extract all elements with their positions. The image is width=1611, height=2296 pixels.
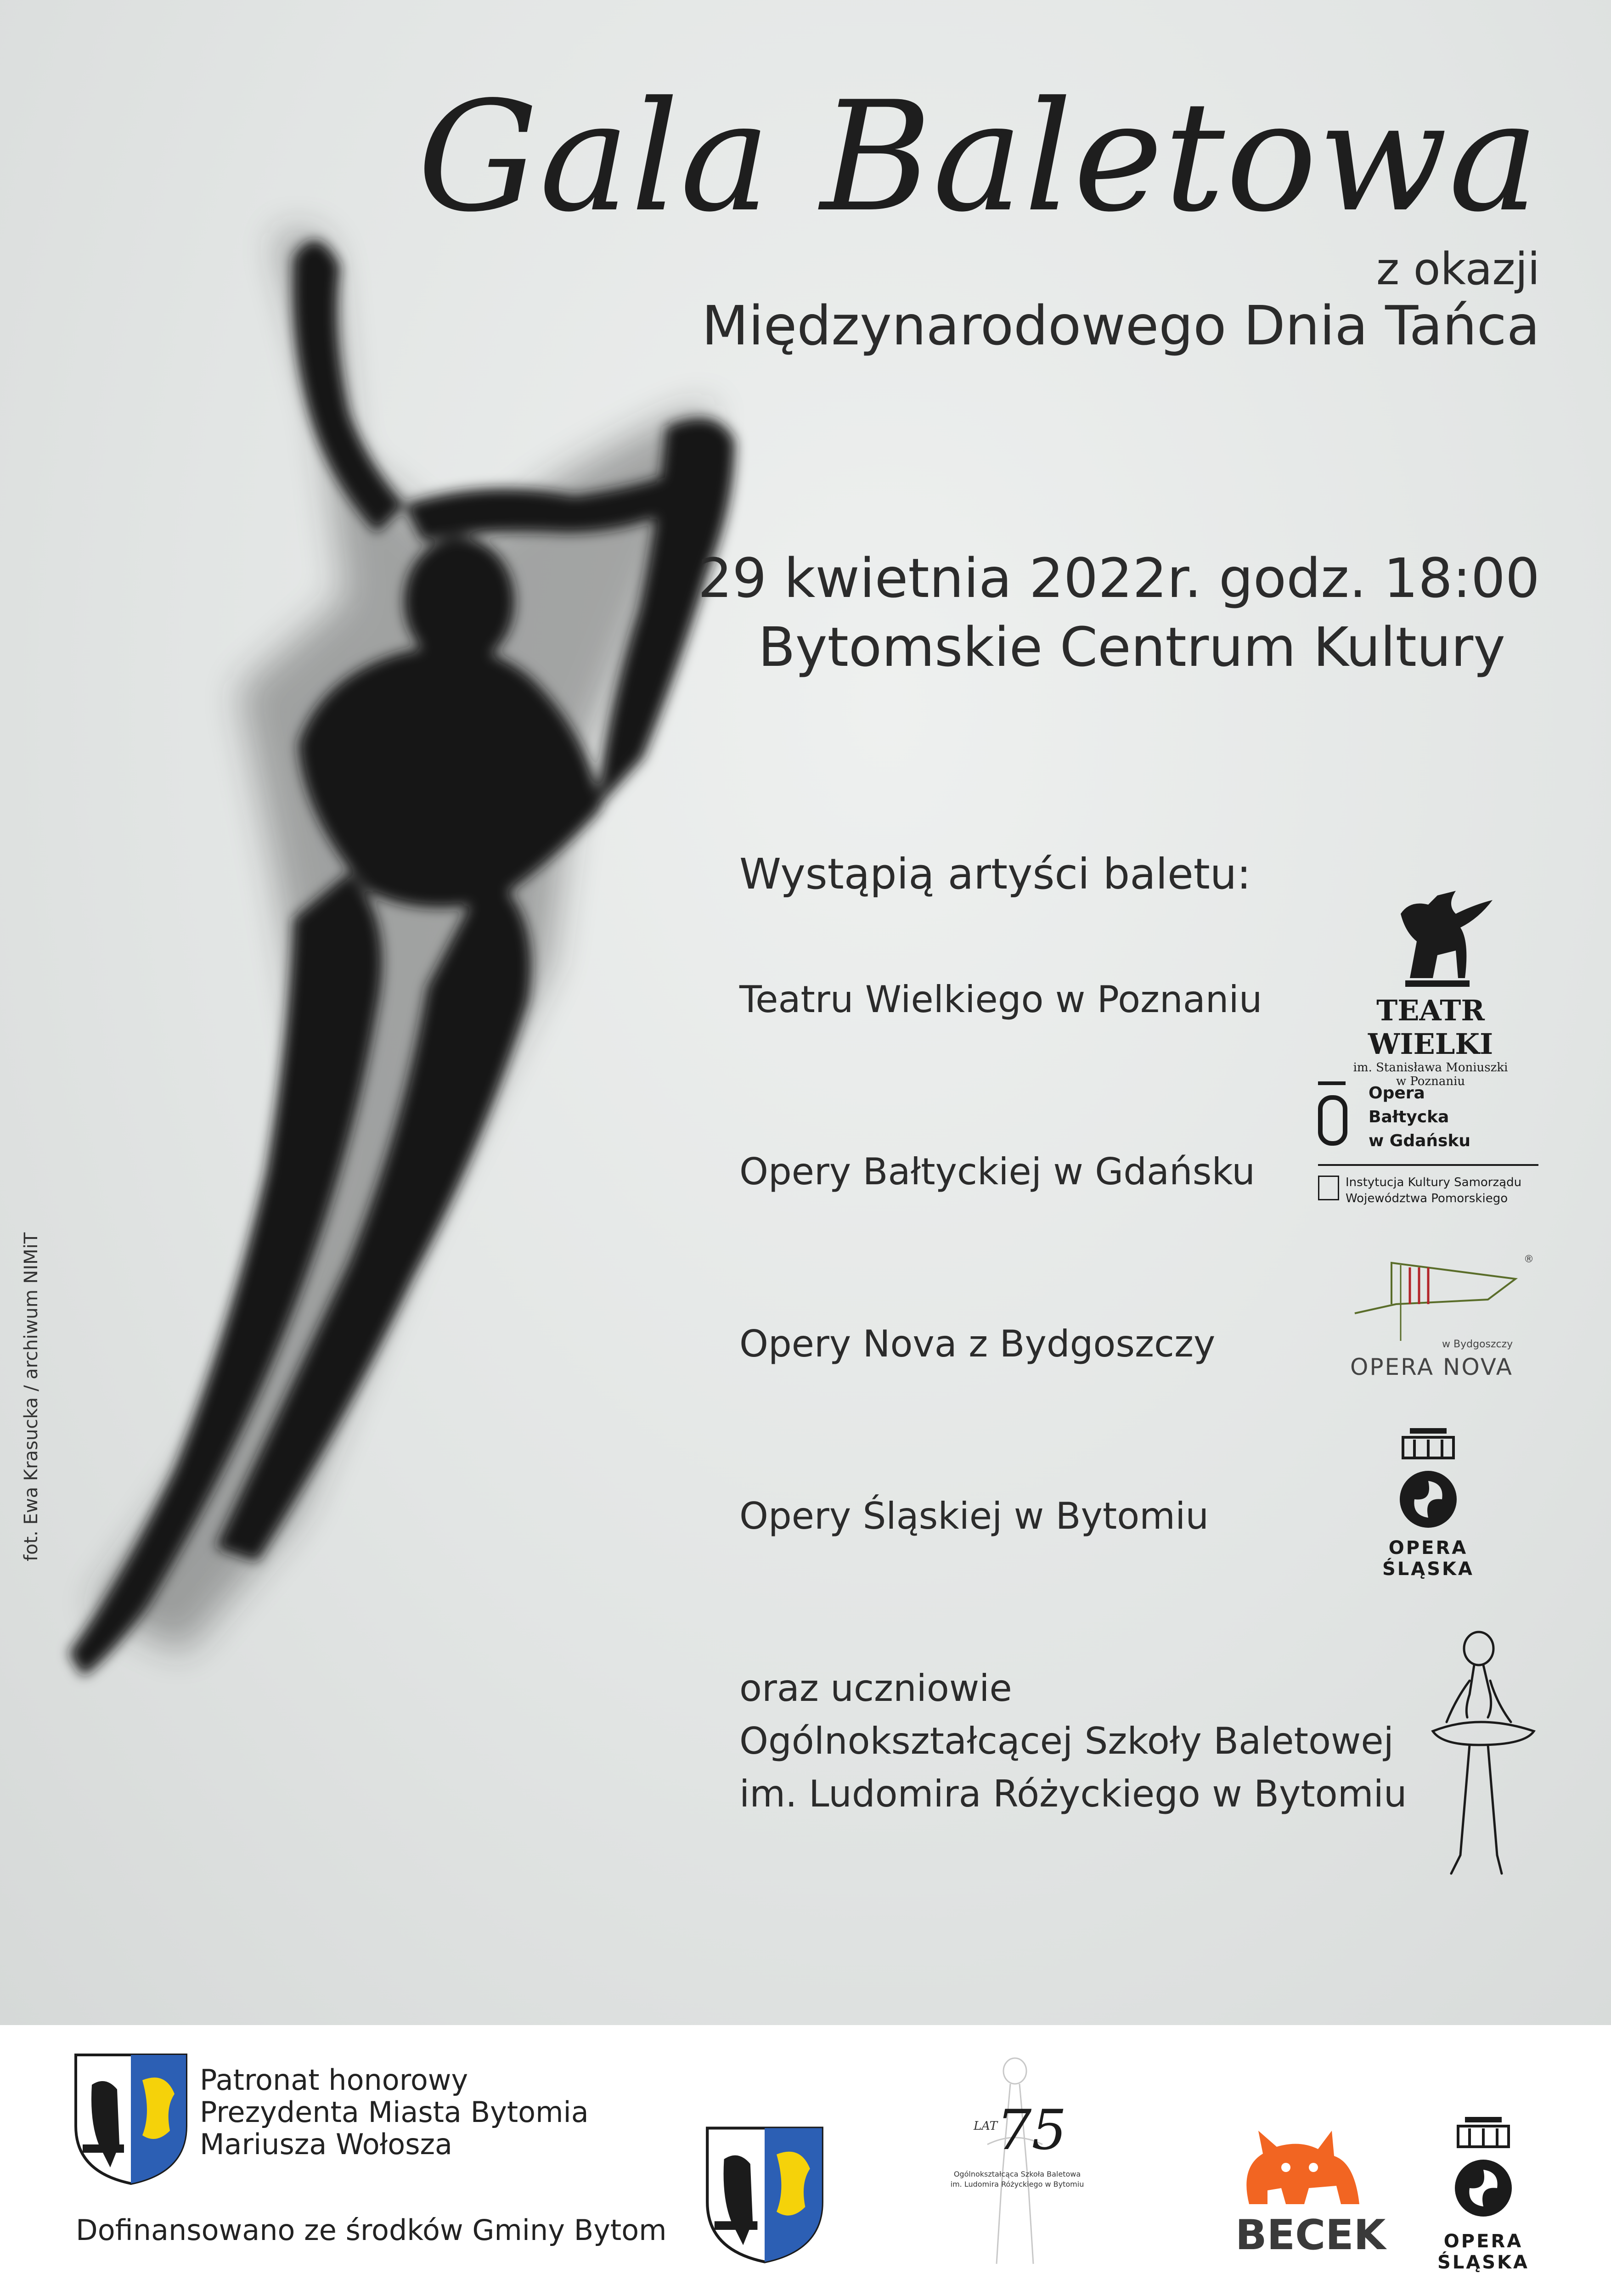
opera-slaska-emblem-icon	[1341, 1424, 1515, 1534]
opera-nova-logo	[1350, 1254, 1534, 1391]
opera-slaska-footer-logo	[1396, 2108, 1571, 2273]
bytom-crest-icon	[73, 2053, 188, 2186]
opera-slaska-emblem-icon	[1396, 2108, 1571, 2227]
teatr-wielki-name: TEATR WIELKI	[1368, 994, 1493, 1061]
opera-slaska-logo	[1341, 1424, 1515, 1580]
opera-nova-name: OPERA NOVA	[1350, 1354, 1513, 1380]
opera-slaska-footer-name: OPERA ŚLĄSKA	[1437, 2231, 1529, 2273]
opera-baltycka-line3: w Gdańsku	[1369, 1131, 1471, 1151]
performer-opera-slaska: Opery Śląskiej w Bytomiu	[739, 1495, 1209, 1537]
opera-nova-registered: ®	[1524, 1254, 1534, 1265]
opera-baltycka-line1: Opera	[1369, 1084, 1425, 1103]
students-intro: oraz uczniowie	[739, 1667, 1012, 1710]
school-75-logo	[941, 2053, 1093, 2268]
performer-opera-nova: Opery Nova z Bydgoszczy	[739, 1322, 1216, 1365]
students-school: Ogólnokształcącej Szkoły Baletowej	[739, 1720, 1394, 1762]
teatr-wielki-city: w Poznaniu	[1396, 1075, 1465, 1088]
cat-icon	[1235, 2112, 1373, 2213]
opera-baltycka-line2: Bałtycka	[1369, 1108, 1449, 1127]
performer-teatr-wielki: Teatru Wielkiego w Poznaniu	[739, 978, 1262, 1021]
opera-nova-city: w Bydgoszczy	[1442, 1339, 1513, 1350]
funding-note: Dofinansowano ze środków Gminy Bytom	[76, 2213, 667, 2247]
opera-baltycka-logo	[1318, 1081, 1538, 1219]
patronage-line2: Prezydenta Miasta Bytomia	[200, 2095, 589, 2129]
teatr-wielki-logo	[1318, 886, 1543, 1088]
performers-intro: Wystąpią artyści baletu:	[739, 850, 1251, 899]
performer-opera-baltycka: Opery Bałtyckiej w Gdańsku	[739, 1150, 1256, 1193]
subtitle-occasion: z okazji	[1376, 243, 1540, 295]
opera-baltycka-inst1: Instytucja Kultury Samorządu	[1346, 1176, 1522, 1189]
opera-nova-building-icon	[1350, 1254, 1534, 1345]
becek-name: BECEK	[1235, 2211, 1386, 2259]
subtitle-event: Międzynarodowego Dnia Tańca	[702, 294, 1540, 357]
ballerina-sketch-icon	[1424, 1626, 1552, 1883]
teatr-wielki-patron: im. Stanisława Moniuszki	[1353, 1061, 1508, 1075]
opera-slaska-name: OPERA ŚLĄSKA	[1382, 1537, 1474, 1580]
bytom-crest-icon	[705, 2124, 824, 2266]
footer	[0, 2025, 1611, 2278]
patronage-line3: Mariusza Wołosza	[200, 2127, 453, 2161]
students-school-patron: im. Ludomira Różyckiego w Bytomiu	[739, 1773, 1407, 1815]
patronage-line1: Patronat honorowy	[200, 2063, 468, 2097]
event-venue: Bytomskie Centrum Kultury	[758, 615, 1505, 679]
photo-credit: fot. Ewa Krasucka / archiwum NIMiT	[21, 1232, 42, 1561]
school-75-number: 75	[997, 2099, 1067, 2162]
pomorskie-crest-icon	[1318, 1176, 1339, 1200]
poster-title: Gala Baletowa	[417, 69, 1540, 245]
school-75-name: Ogólnokształcąca Szkoła Baletowa	[953, 2170, 1081, 2178]
school-75-patron: im. Ludomira Różyckiego w Bytomiu	[950, 2180, 1084, 2189]
pegasus-icon	[1318, 886, 1543, 992]
school-75-lat: LAT	[974, 2119, 997, 2133]
opera-baltycka-inst2: Województwa Pomorskiego	[1346, 1192, 1508, 1206]
becek-logo	[1235, 2112, 1386, 2264]
opera-baltycka-o-icon	[1318, 1095, 1347, 1146]
event-date-time: 29 kwietnia 2022r. godz. 18:00	[698, 546, 1540, 610]
